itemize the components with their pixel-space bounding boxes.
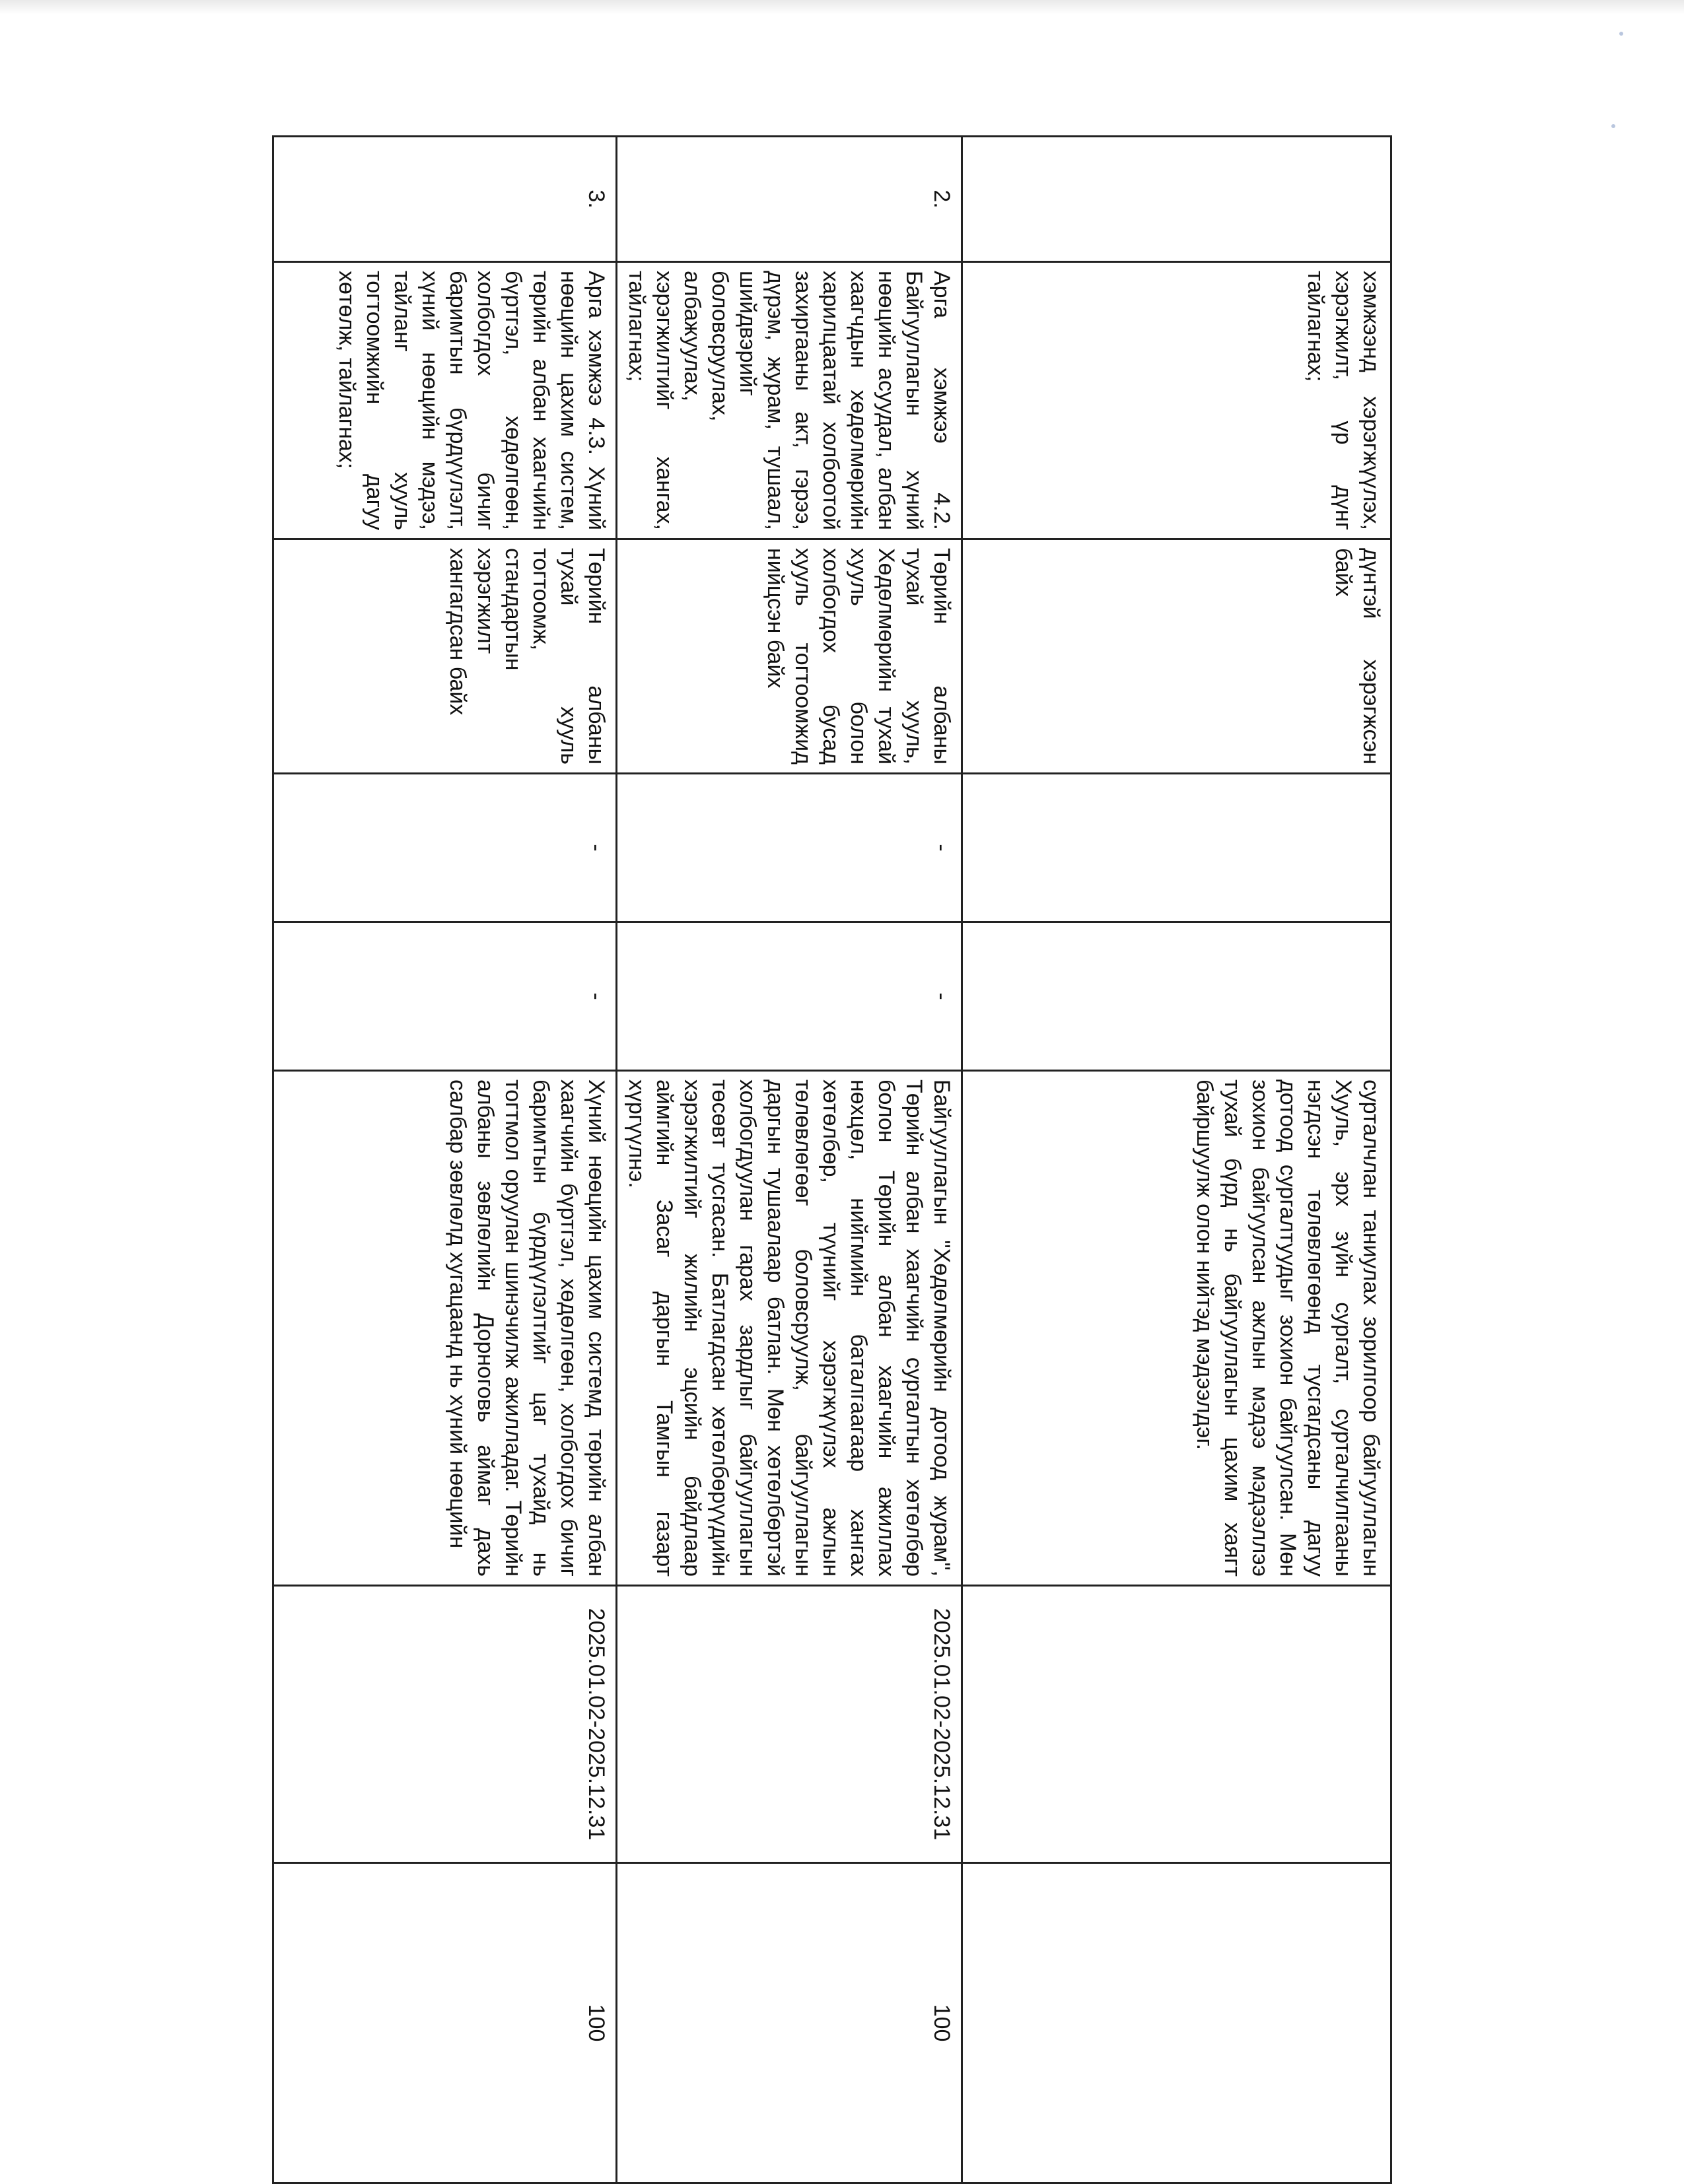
implementation-result: сурталчлан таниулах зорилгоор байгууллагын Хууль, эрх зүйн сургалт, сурталчилгааны нэгдсэн төлөвлөгөөнд тусгагдсаны дагуу дотоод сургалтуудыг зохион байгуулсан. Мөн зохион байгуулсан ажлын мэдээ мэдээллээ тухай бүрд нь байгууллагын цахим хаягт байршуулж олон нийтэд мэдээлдэг.: [962, 1071, 1391, 1586]
expected-standard: Төрийн албаны тухай хууль тогтоомж, стандартын хэрэгжилт хангагдсан байх: [273, 539, 617, 774]
rotated-page-content: [276, 135, 1392, 2182]
scan-edge: [0, 0, 1684, 15]
percent-cell: 100: [617, 1863, 962, 2183]
implementation-result: Хүний нөөцийн цахим системд төрийн албан хаагчийн бүртгэл, хөдөлгөөн, холбогдох бичиг баримтын бүрдүүлэлтийг цаг тухайд нь тогтмол оруулан шинэчилж ажилладаг. Төрийн албаны зөвлөлийн Дорноговь аймаг дахь салбар зөвлөлд хугацаанд нь хүний нөөцийн: [273, 1071, 617, 1586]
table-row: [962, 137, 1391, 2183]
source-cell: -: [617, 922, 962, 1071]
percent-cell: 100: [273, 1863, 617, 2183]
scan-speck: [1611, 124, 1615, 128]
row-number: 3.: [273, 137, 617, 262]
measure-description: Арга хэмжээ 4.3. Хүний нөөцийн цахим систем, төрийн албан хаагчийн бүртгэл, хөдөлгөөн, холбогдох бичиг баримтын бүрдүүлэлт, хүний нөөцийн мэдээ, тайланг хууль тогтоомжийн дагуу хөтөлж, тайлагнах;: [273, 262, 617, 539]
budget-cell: [962, 774, 1391, 922]
measure-description: хэмжээнд хэрэгжүүлэх, хэрэгжилт, үр дүнг тайлагнах;: [962, 262, 1391, 539]
expected-standard: Төрийн албаны тухай хууль, Хөдөлмөрийн тухай хууль болон холбогдох бусад хууль тогтоомжид нийцсэн байх: [617, 539, 962, 774]
source-cell: -: [273, 922, 617, 1071]
percent-cell: [962, 1863, 1391, 2183]
row-number: 2.: [617, 137, 962, 262]
budget-cell: -: [273, 774, 617, 922]
action-plan-table: [272, 135, 1392, 2184]
measure-description: Арга хэмжээ 4.2. Байгууллагын хүний нөөцийн асуудал, албан хаагчдын хөдөлмөрийн харилцаатай холбоотой захиргааны акт, гэрээ, дүрэм, журам, тушаал, шийдвэрийг боловсруулах, албажуулах, хэрэгжилтийг хангах, тайлагнах;: [617, 262, 962, 539]
row-number: [962, 137, 1391, 262]
implementation-result: Байгууллагын "Хөдөлмөрийн дотоод журам", Төрийн албан хаагчийн сургалтын хөтөлбөр болон Төрийн албан хаагчийн ажиллах нөхцөл, нийгмийн баталгаагаар хангах хөтөлбөр, түүнийг хэрэгжүүлэх ажлын төлөвлөгөөг боловсруулж, байгууллагын даргын тушаалаар батлан. Мөн хөтөлбөртэй холбогдуулан гарах зардлыг байгууллагын төсөвт тусгасан. Батлагдсан хөтөлбөрүүдийн хэрэгжилтийг жилийн эцсийн байдлаар аймгийн Засаг даргын Тамгын газарт хүргүүлнэ.: [617, 1071, 962, 1586]
table-row: [273, 137, 617, 2183]
budget-cell: -: [617, 774, 962, 922]
period-cell: [962, 1586, 1391, 1863]
period-cell: 2025.01.02-2025.12.31: [273, 1586, 617, 1863]
scan-speck: [1619, 32, 1623, 36]
expected-standard: дүнтэй хэрэгжсэн байх: [962, 539, 1391, 774]
table-row: [617, 137, 962, 2183]
period-cell: 2025.01.02-2025.12.31: [617, 1586, 962, 1863]
source-cell: [962, 922, 1391, 1071]
